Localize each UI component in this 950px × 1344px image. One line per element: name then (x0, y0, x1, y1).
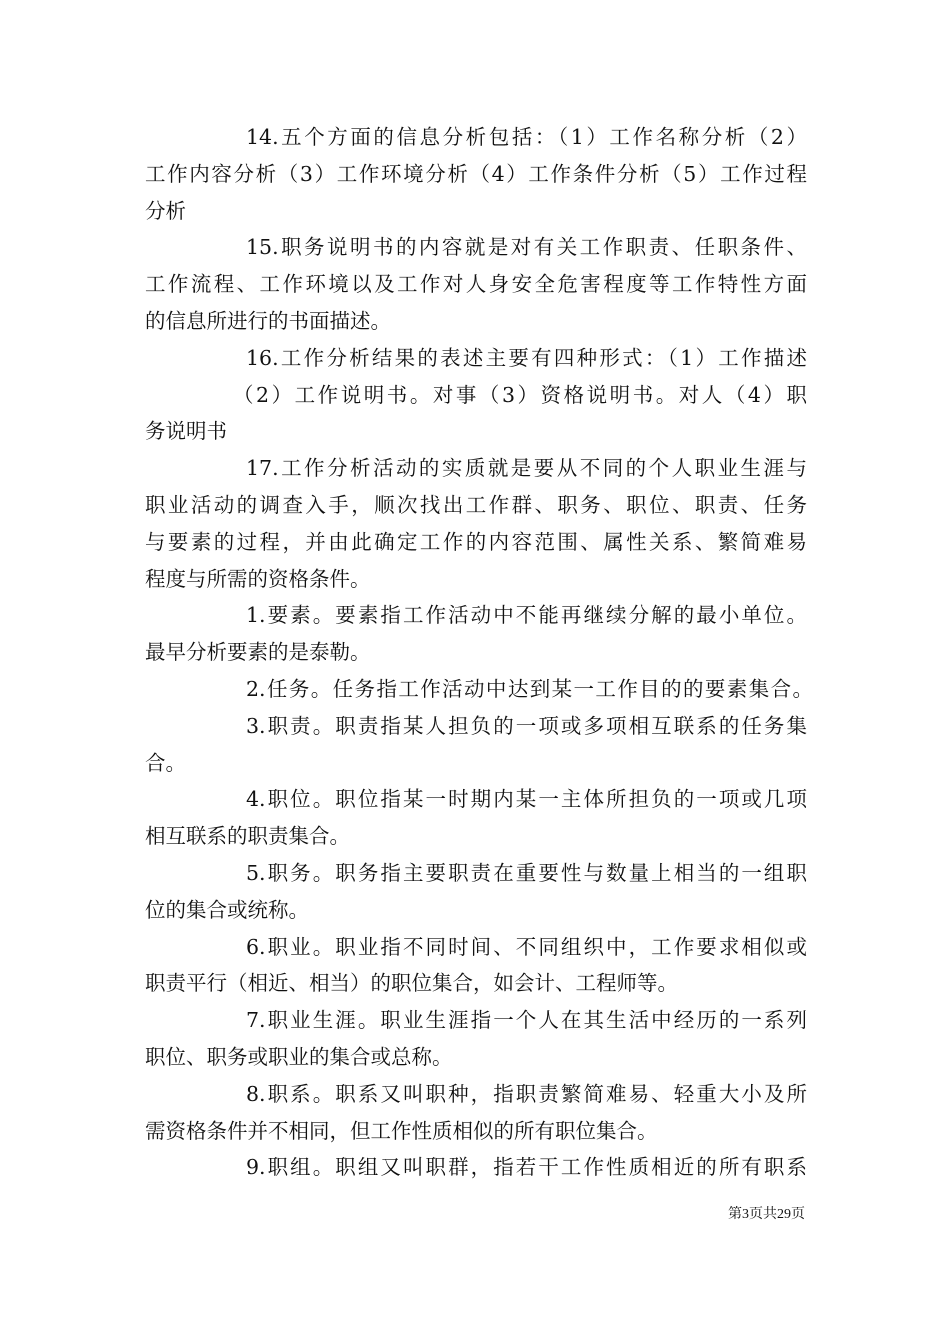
page-number: 第3页共29页 (728, 1207, 805, 1222)
text-line: （2）工作说明书。对事（3）资格说明书。对人（4）职 (233, 382, 807, 407)
text-line: 8.职系。职系又叫职种，指职责繁简难易、轻重大小及所 (246, 1081, 807, 1106)
text-line: 务说明书 (145, 419, 227, 444)
text-line: 7.职业生涯。职业生涯指一个人在其生活中经历的一系列 (246, 1008, 807, 1033)
text-line: 职责平行（相近、相当）的职位集合，如会计、工程师等。 (145, 971, 678, 996)
text-line: 6.职业。职业指不同时间、不同组织中，工作要求相似或 (246, 934, 807, 959)
text-line: 16.工作分析结果的表述主要有四种形式：（1）工作描述 (246, 345, 807, 370)
text-line: 位的集合或统称。 (145, 897, 309, 922)
text-line: 9.职组。职组又叫职群，指若干工作性质相近的所有职系 (246, 1155, 807, 1180)
text-line: 工作内容分析（3）工作环境分析（4）工作条件分析（5）工作过程 (145, 161, 807, 186)
text-line: 15.职务说明书的内容就是对有关工作职责、任职条件、 (246, 235, 807, 260)
text-line: 17.工作分析活动的实质就是要从不同的个人职业生涯与 (246, 456, 807, 481)
text-line: 相互联系的职责集合。 (145, 824, 350, 849)
text-line: 14.五个方面的信息分析包括：（1）工作名称分析（2） (246, 125, 807, 149)
text-line: 1.要素。要素指工作活动中不能再继续分解的最小单位。 (246, 603, 807, 628)
text-line: 3.职责。职责指某人担负的一项或多项相互联系的任务集 (246, 713, 807, 738)
text-line: 需资格条件并不相同，但工作性质相似的所有职位集合。 (145, 1118, 658, 1143)
text-line: 分析 (145, 198, 186, 223)
text-line: 5.职务。职务指主要职责在重要性与数量上相当的一组职 (246, 860, 807, 885)
text-line: 4.职位。职位指某一时期内某一主体所担负的一项或几项 (246, 787, 807, 812)
text-line: 工作流程、工作环境以及工作对人身安全危害程度等工作特性方面 (145, 272, 807, 297)
text-line: 职业活动的调查入手，顺次找出工作群、职务、职位、职责、任务 (145, 492, 807, 517)
text-line: 程度与所需的资格条件。 (145, 566, 371, 591)
text-line: 最早分析要素的是泰勒。 (145, 640, 371, 665)
text-line: 与要素的过程，并由此确定工作的内容范围、属性关系、繁简难易 (145, 529, 807, 554)
text-line: 职位、职务或职业的集合或总称。 (145, 1044, 453, 1069)
text-line: 2.任务。任务指工作活动中达到某一工作目的的要素集合。 (246, 676, 813, 701)
text-line: 合。 (145, 750, 186, 775)
text-line: 的信息所进行的书面描述。 (145, 308, 391, 333)
document-body (145, 119, 813, 1186)
